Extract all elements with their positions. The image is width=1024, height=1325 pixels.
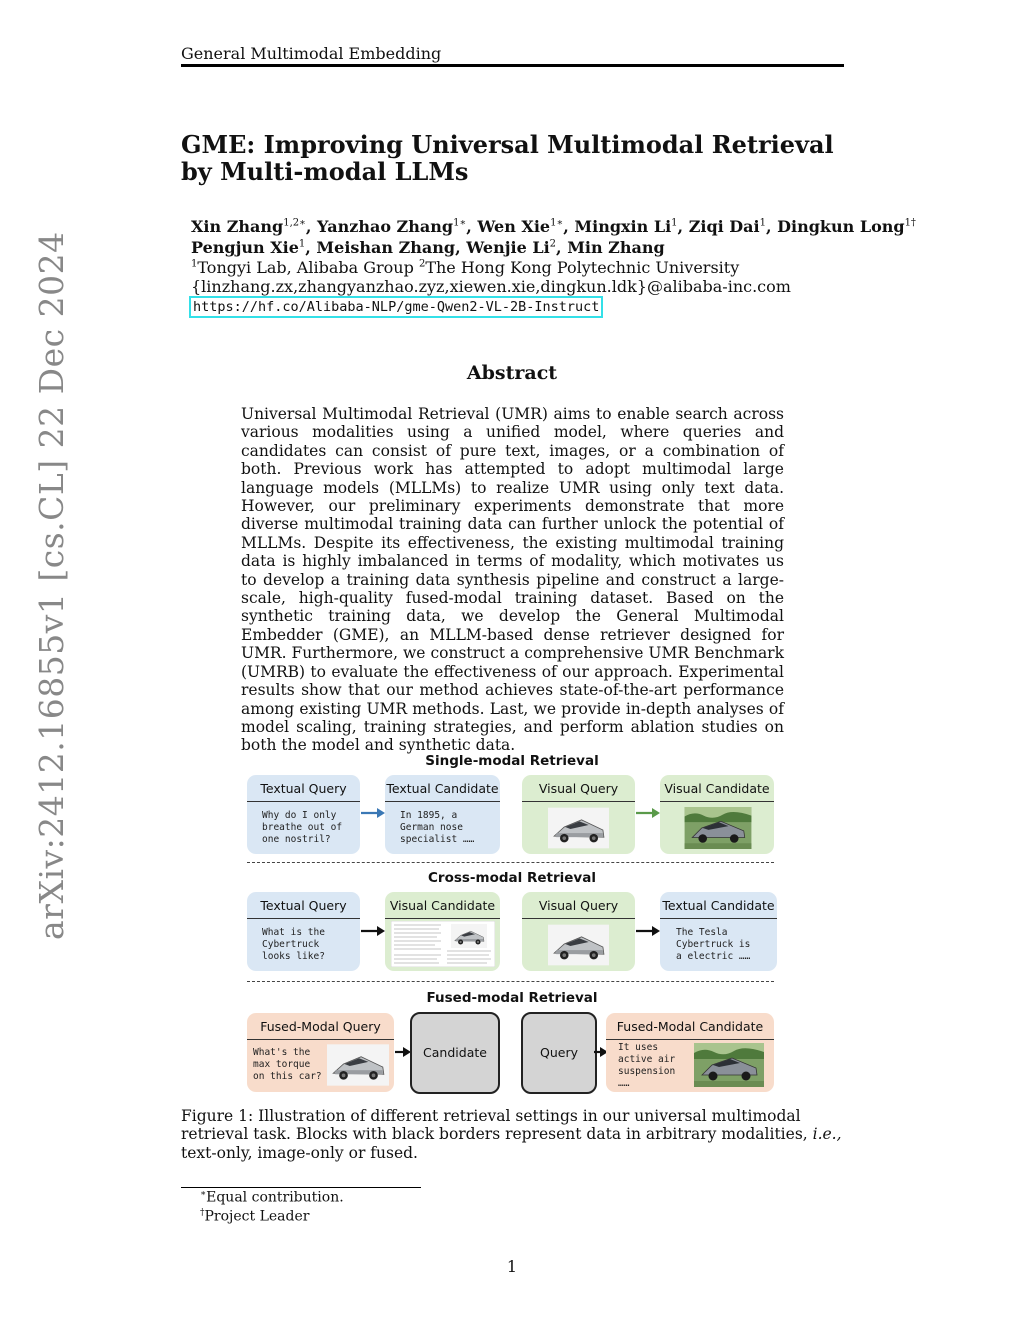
box-title: Textual Candidate xyxy=(386,781,499,796)
section-divider xyxy=(247,981,774,982)
affiliation-2: The Hong Kong Polytechnic University xyxy=(425,258,740,277)
cross-visual-query-box xyxy=(522,892,635,971)
single-text-arrow xyxy=(360,806,386,820)
box-title: Visual Candidate xyxy=(389,898,496,913)
box-rule xyxy=(606,1039,774,1040)
cross-visual-candidate-box xyxy=(385,892,500,971)
page-number: 1 xyxy=(506,1257,518,1276)
box-rule xyxy=(247,918,360,919)
box-rule xyxy=(385,801,500,802)
author-emails: {linzhang.zx,zhangyanzhao.zyz,xiewen.xie,dingkun.ldk}@alibaba-inc.com xyxy=(191,277,791,296)
box-title: Textual Candidate xyxy=(662,898,775,913)
candidate-text: In 1895, a German nose specialist …… xyxy=(400,810,475,845)
box-rule xyxy=(247,1039,394,1040)
footnote-mark: ∗ xyxy=(200,1189,207,1199)
author-name: Meishan Zhang, Wenjie Li xyxy=(316,238,550,257)
author-affil-mark: 1 xyxy=(453,217,460,229)
affiliation-1: Tongyi Lab, Alibaba Group xyxy=(197,258,419,277)
author-affil-mark: 1 xyxy=(550,217,557,229)
cybertruck-outdoor-image xyxy=(690,1043,768,1087)
arrow-head xyxy=(652,926,660,936)
single-visual-query-box xyxy=(522,775,635,854)
footnote-text: Equal contribution. xyxy=(206,1189,344,1206)
affil-mark: 2 xyxy=(418,258,426,270)
author-name: Ziqi Dai xyxy=(688,217,760,236)
author-name: Pengjun Xie xyxy=(191,238,299,257)
cross-visual-arrow xyxy=(635,924,661,938)
box-title: Visual Query xyxy=(538,781,619,796)
equal-contribution-mark: ∗ xyxy=(459,217,467,229)
box-rule xyxy=(660,801,774,802)
equal-contribution-mark: ∗ xyxy=(299,217,306,229)
author-name: Dingkun Long xyxy=(777,217,905,236)
generic-candidate-box: Candidate xyxy=(410,1012,500,1094)
author-affil-mark: 1 xyxy=(671,217,678,229)
cybertruck-image xyxy=(548,923,609,967)
author-affil-mark: 1 xyxy=(298,238,306,250)
cybertruck-outdoor-image xyxy=(682,807,754,849)
footnote-project-leader xyxy=(200,1208,309,1225)
arrow-head xyxy=(377,926,385,936)
query-text: What is the Cybertruck looks like? xyxy=(262,927,325,962)
footnote-rule xyxy=(181,1187,421,1188)
model-link[interactable]: https://hf.co/Alibaba-NLP/gme-Qwen2-VL-2B-Instruct xyxy=(189,296,603,318)
box-title: Textual Query xyxy=(260,898,347,913)
author-affil-mark: 1† xyxy=(904,217,916,229)
author-line-1: Xin Zhang$^{1,2∗}$, Yanzhao Zhang$^{1∗}$, Wen Xie$^{1∗}$, Mingxin Li$^1$, Ziqi Dai$^1$, Dingkun Long$^{1\dagger}$ xyxy=(191,217,916,236)
caption-ie: i.e., xyxy=(812,1125,842,1144)
box-rule xyxy=(522,918,635,919)
cross-modal-title: Cross-modal Retrieval xyxy=(428,870,596,886)
document-screenshot-image xyxy=(391,921,495,967)
footnote-mark: † xyxy=(200,1208,205,1218)
candidate-text: It uses active air suspension …… xyxy=(618,1042,676,1089)
author-name: Xin Zhang xyxy=(191,217,284,236)
arrow-head xyxy=(377,808,385,818)
author-affil-mark: 2 xyxy=(549,238,557,250)
affil-mark: 1 xyxy=(191,258,198,270)
arxiv-stamp: arXiv:2412.16855v1 [cs.CL] 22 Dec 2024 xyxy=(32,231,71,940)
candidate-text: The Tesla Cybertruck is a electric …… xyxy=(676,927,751,962)
section-divider xyxy=(247,862,774,863)
caption-text-end: text-only, image-only or fused. xyxy=(181,1143,418,1162)
single-textual-query-box xyxy=(247,775,360,854)
single-visual-candidate-box xyxy=(660,775,774,854)
caption-text: Illustration of different retrieval settings in our universal multimodal retrieval task. Blocks with black borders represent data in arbitrary modalities, xyxy=(181,1107,813,1144)
box-title: Fused-Modal Candidate xyxy=(616,1019,764,1034)
footnote-equal-contribution xyxy=(200,1189,344,1206)
running-header: General Multimodal Embedding xyxy=(181,44,442,63)
abstract-heading: Abstract xyxy=(466,362,558,384)
single-visual-arrow xyxy=(635,806,661,820)
author-name: Wen Xie xyxy=(477,217,551,236)
caption-label: Figure 1: xyxy=(181,1107,259,1125)
fused-candidate-box xyxy=(606,1013,774,1092)
query-text: What's the max torque on this car? xyxy=(253,1047,322,1082)
arrow-head xyxy=(652,808,660,818)
box-title: Fused-Modal Query xyxy=(260,1019,381,1034)
box-title: Visual Candidate xyxy=(664,781,770,796)
author-affil-mark: 1 xyxy=(759,217,766,229)
header-rule xyxy=(181,64,844,67)
single-modal-title: Single-modal Retrieval xyxy=(425,753,599,769)
footnote-text: Project Leader xyxy=(204,1208,310,1225)
cross-textual-candidate-box xyxy=(660,892,777,971)
fused-query-box xyxy=(247,1013,394,1092)
affiliations xyxy=(191,258,739,277)
author-affil-mark: 1,2 xyxy=(283,217,300,229)
author-line-2: Pengjun Xie$^1$, Meishan Zhang, Wenjie Li$^2$, Min Zhang xyxy=(191,238,665,257)
cross-textual-query-box xyxy=(247,892,360,971)
fused-modal-title: Fused-modal Retrieval xyxy=(426,990,598,1006)
box-rule xyxy=(247,801,360,802)
cross-text-arrow xyxy=(360,924,386,938)
author-name: Min Zhang xyxy=(567,238,665,257)
paper-title: GME: Improving Universal Multimodal Retrieval by Multi-modal LLMs xyxy=(181,130,834,186)
author-name: Yanzhao Zhang xyxy=(317,217,454,236)
abstract-body: Universal Multimodal Retrieval (UMR) aims to enable search across various modalities using a unified model, where queries and candidates can consist of pure text, images, or a combination of both. Previous work has attempted to adopt multimodal large language models (MLLMs) to realize UMR using only text data. However, our preliminary experiments demonstrate that more diverse multimodal training data can further unlock the potential of MLLMs. Despite its effectiveness, the existing multimodal training data is highly imbalanced in terms of modality, which motivates us to develop a training data synthesis pipeline and construct a large-scale, high-quality fused-modal training dataset. Based on the synthetic training data, we develop the General Multimodal Embedder (GME), an MLLM-based dense retriever designed for UMR. Furthermore, we construct a comprehensive UMR Benchmark (UMRB) to evaluate the effectiveness of our approach. Experimental results show that our method achieves state-of-the-art performance among existing UMR methods. Last, we provide in-depth analyses of model scaling, training strategies, and perform ablation studies on both the model and synthetic data. xyxy=(241,405,784,755)
equal-contribution-mark: ∗ xyxy=(556,217,564,229)
query-text: Why do I only breathe out of one nostril? xyxy=(262,810,343,845)
generic-query-box: Query xyxy=(521,1012,597,1094)
single-textual-candidate-box xyxy=(385,775,500,854)
figure-caption xyxy=(181,1107,847,1162)
box-rule xyxy=(385,918,500,919)
box-title: Visual Query xyxy=(538,898,619,913)
box-title: Textual Query xyxy=(260,781,347,796)
box-rule xyxy=(522,801,635,802)
box-rule xyxy=(660,918,777,919)
cybertruck-image xyxy=(548,806,609,850)
author-name: Mingxin Li xyxy=(574,217,672,236)
cybertruck-image xyxy=(327,1043,389,1087)
